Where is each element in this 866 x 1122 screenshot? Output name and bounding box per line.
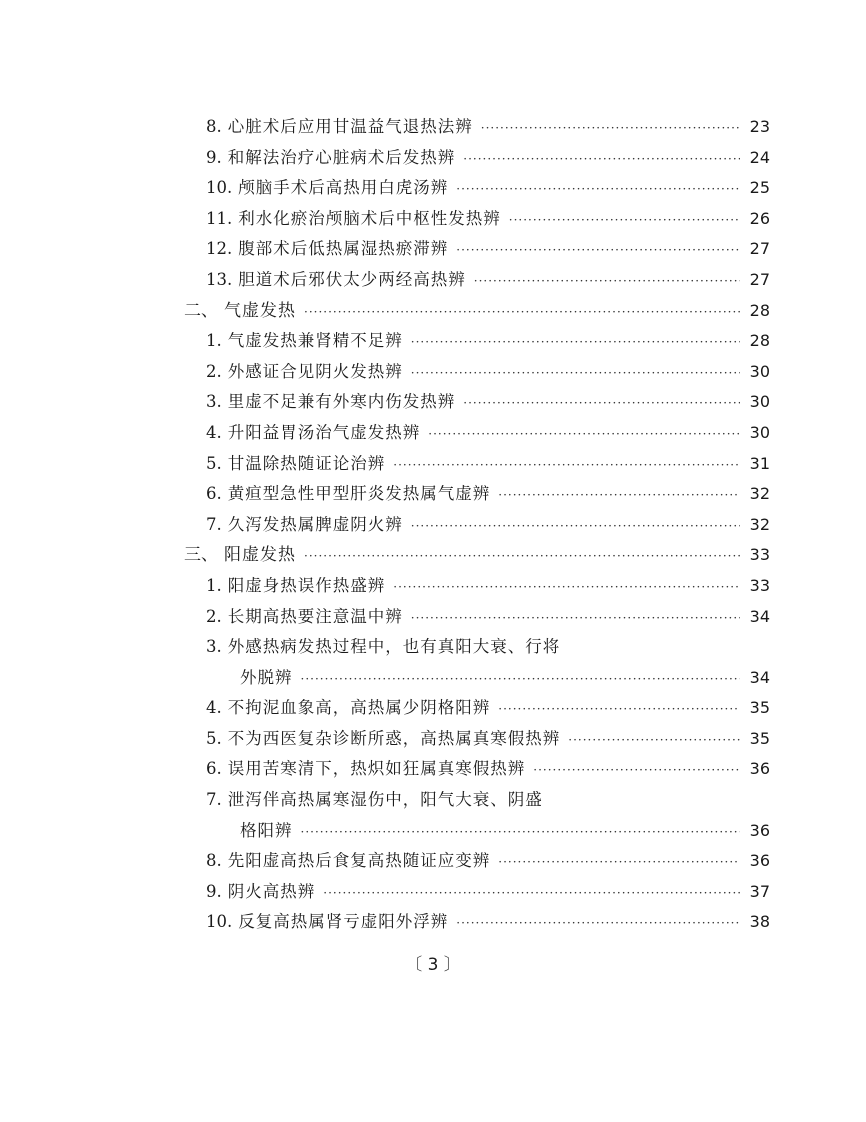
toc-entry: 6. 黄疸型急性甲型肝炎发热属气虚辨 ····· 32 [180, 479, 770, 510]
toc-entry: 3. 里虚不足兼有外寒内伤发热辨 ····· 30 [180, 387, 770, 418]
toc-entry: 4. 不拘泥血象高，高热属少阴格阳辨 ····· 35 [180, 693, 770, 724]
table-of-contents [180, 112, 770, 938]
toc-entry: 9. 阴火高热辨 ····· 37 [180, 877, 770, 908]
toc-entry: 11. 利水化瘀治颅脑术后中枢性发热辨 ····· 26 [180, 204, 770, 235]
toc-entry: 5. 不为西医复杂诊断所惑，高热属真寒假热辨 ····· 35 [180, 724, 770, 755]
toc-entry: 6. 误用苦寒清下，热炽如狂属真寒假热辨 ····· 36 [180, 754, 770, 785]
page-number: 〔 3 〕 [405, 955, 461, 975]
toc-section-heading: 二、 气虚发热 ····· 28 [180, 296, 770, 327]
toc-entry: 4. 升阳益胃汤治气虚发热辨 ····· 30 [180, 418, 770, 449]
toc-entry: 13. 胆道术后邪伏太少两经高热辨 ····· 27 [180, 265, 770, 296]
toc-entry: 1. 气虚发热兼肾精不足辨 ····· 28 [180, 326, 770, 357]
toc-entry: 8. 心脏术后应用甘温益气退热法辨 ····· 23 [180, 112, 770, 143]
toc-entry: 10. 颅脑手术后高热用白虎汤辨 ····· 25 [180, 173, 770, 204]
toc-section-heading: 三、 阳虚发热 ····· 33 [180, 540, 770, 571]
toc-entry: 10. 反复高热属肾亏虚阳外浮辨 ····· 38 [180, 907, 770, 938]
toc-entry-continuation: 外脱辨 ····· 34 [180, 663, 770, 694]
toc-entry: 9. 和解法治疗心脏病术后发热辨 ····· 24 [180, 143, 770, 174]
toc-entry: 1. 阳虚身热误作热盛辨 ····· 33 [180, 571, 770, 602]
toc-entry: 8. 先阳虚高热后食复高热随证应变辨 ····· 36 [180, 846, 770, 877]
toc-entry: 3. 外感热病发热过程中，也有真阳大衰、行将 [206, 637, 561, 657]
toc-entry: 7. 久泻发热属脾虚阴火辨 ····· 32 [180, 510, 770, 541]
toc-entry-continuation: 格阳辨 ····· 36 [180, 816, 770, 847]
toc-entry: 12. 腹部术后低热属湿热瘀滞辨 ····· 27 [180, 234, 770, 265]
toc-entry: 5. 甘温除热随证论治辨 ····· 31 [180, 449, 770, 480]
toc-entry: 7. 泄泻伴高热属寒湿伤中，阳气大衰、阴盛 [206, 790, 543, 810]
toc-entry: 2. 外感证合见阴火发热辨 ····· 30 [180, 357, 770, 388]
toc-entry: 2. 长期高热要注意温中辨 ····· 34 [180, 602, 770, 633]
